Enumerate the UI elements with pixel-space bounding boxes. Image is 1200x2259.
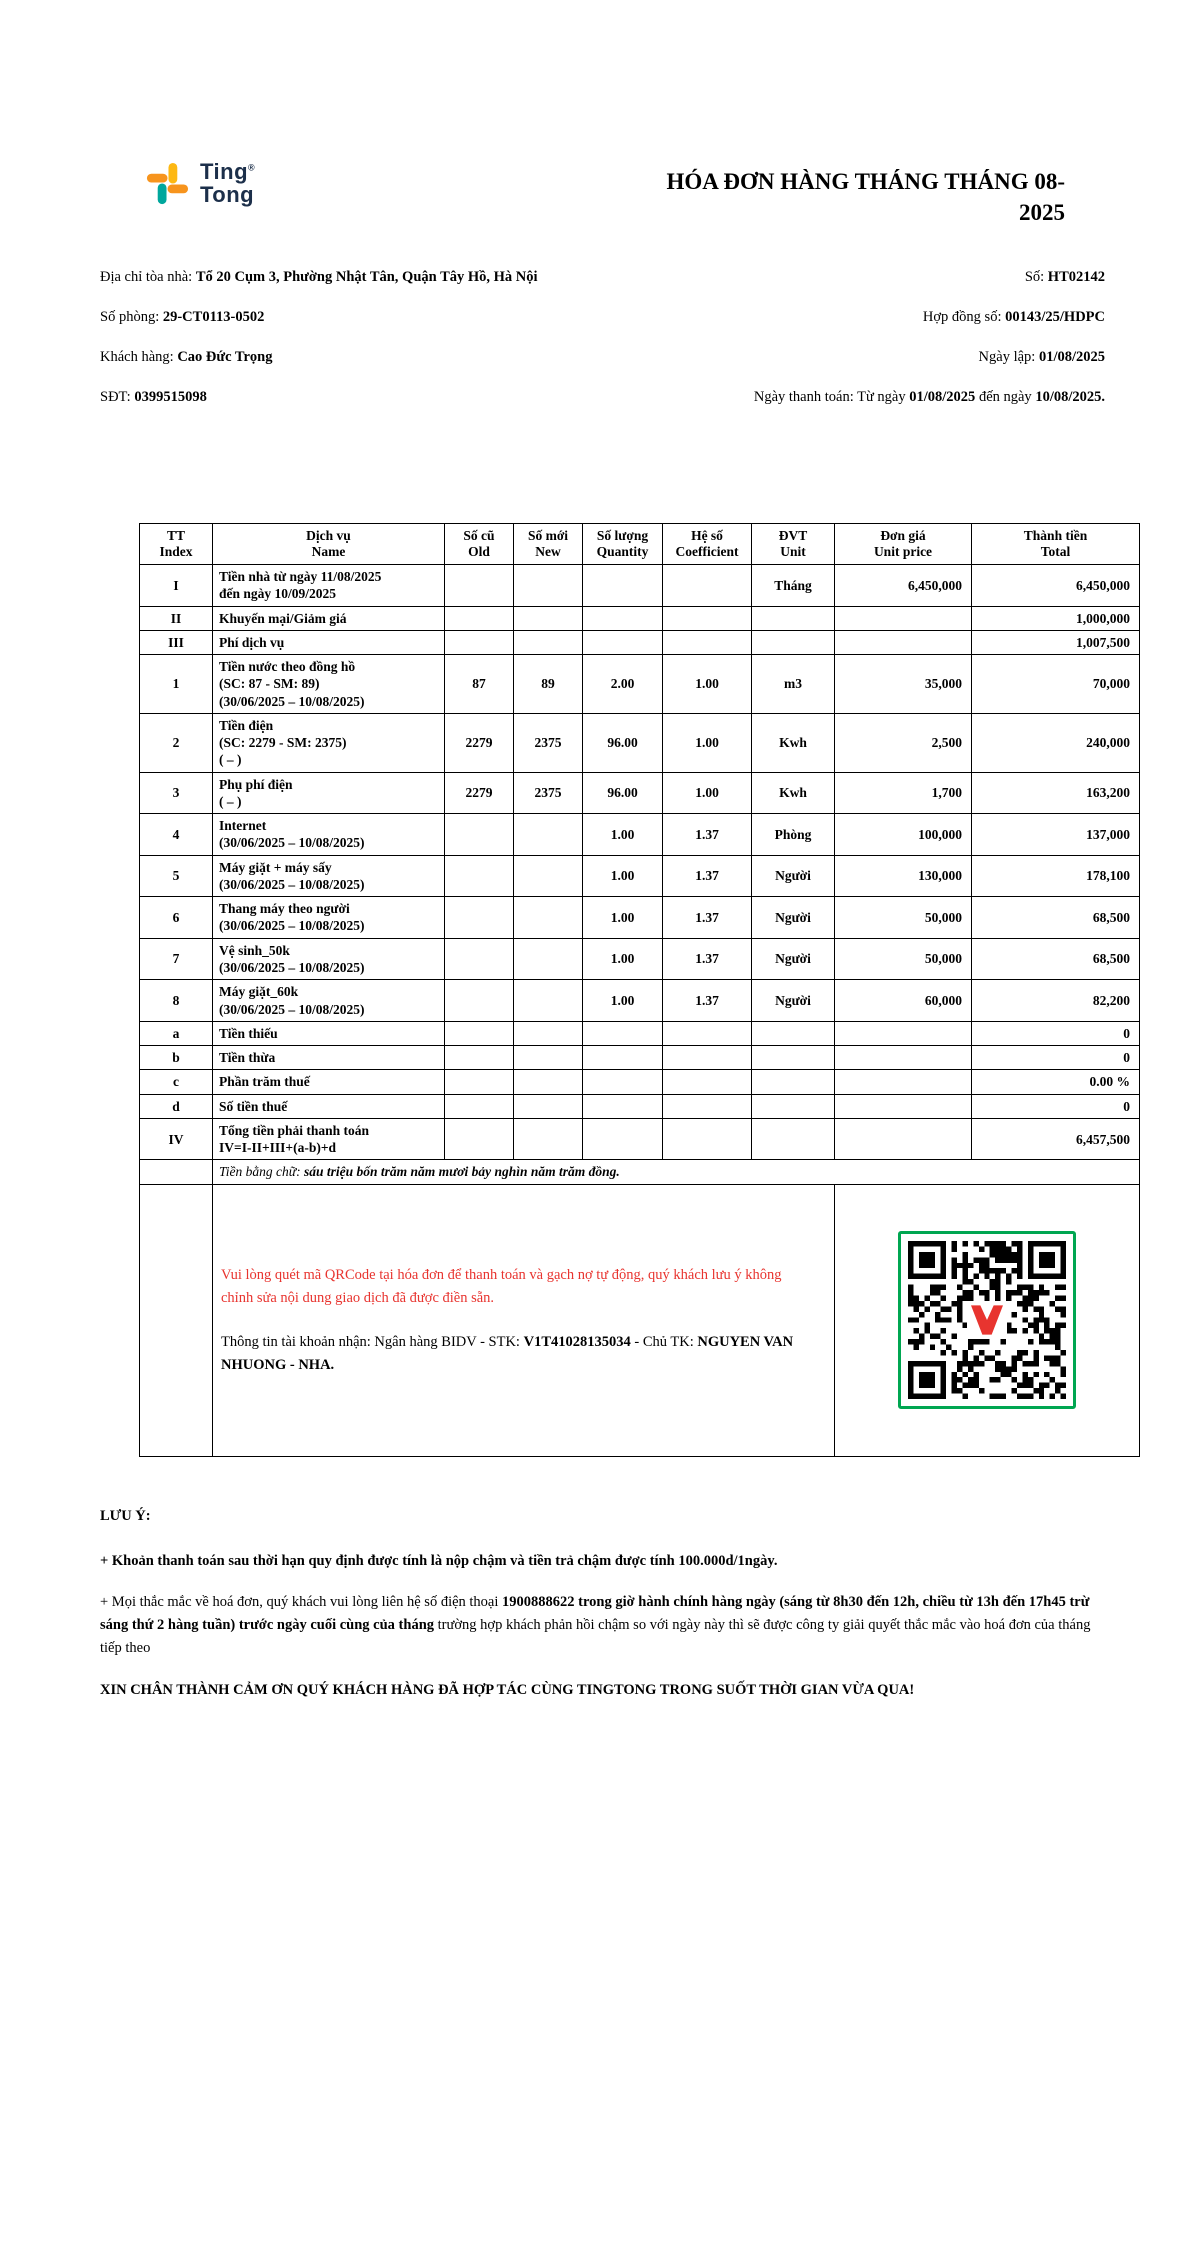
- cell-total: 68,500: [972, 938, 1140, 980]
- cell-old: [445, 814, 514, 856]
- cell-index: d: [140, 1094, 213, 1118]
- cell-new: [514, 1094, 583, 1118]
- cell-new: [514, 814, 583, 856]
- cell-price: 60,000: [835, 980, 972, 1022]
- column-header: [835, 523, 972, 564]
- column-header: [140, 523, 213, 564]
- cell-old: [445, 897, 514, 939]
- cell-new: [514, 564, 583, 606]
- info-line: [100, 378, 570, 418]
- cell-service-name: [213, 897, 445, 939]
- cell-old: [445, 1021, 514, 1045]
- cell-qty: 1.00: [583, 980, 663, 1022]
- column-header: [972, 523, 1140, 564]
- info-line: [715, 338, 1105, 378]
- cell-price: [835, 1070, 972, 1094]
- cell-price: 50,000: [835, 938, 972, 980]
- cell-total: 6,450,000: [972, 564, 1140, 606]
- text-segment: trường hợp khách phản hồi chậm so với ngày này thì sẽ được công ty giải quyết thắc mắc vào hoá đơn của tháng tiếp theo: [100, 1617, 1091, 1657]
- service-name-line: Tiền nhà từ ngày 11/08/2025: [219, 568, 382, 584]
- text-segment: Cao Đức Trọng: [177, 348, 273, 365]
- cell-unit: [752, 1070, 835, 1094]
- service-name-line: Máy giặt + máy sấy: [219, 859, 332, 875]
- text-segment: 01/08/2025: [909, 388, 976, 405]
- cell-unit: Người: [752, 980, 835, 1022]
- service-name-line: Tiền nước theo đồng hồ: [219, 659, 356, 675]
- cell-qty: [583, 630, 663, 654]
- service-name-line: Khuyến mại/Giảm giá: [219, 610, 347, 626]
- cell-old: [445, 630, 514, 654]
- cell-service-name: [213, 814, 445, 856]
- cell-old: [445, 980, 514, 1022]
- cell-new: [514, 1046, 583, 1070]
- cell-qty: [583, 1070, 663, 1094]
- info-left-column: [100, 258, 570, 418]
- cell-price: 130,000: [835, 855, 972, 897]
- cell-total: 0: [972, 1094, 1140, 1118]
- info-line: [100, 258, 570, 298]
- service-name-line: (30/06/2025 – 10/08/2025): [219, 918, 365, 934]
- cell-price: [835, 1118, 972, 1160]
- table-head: [140, 523, 1140, 564]
- text-segment: 0399515098: [134, 388, 207, 405]
- column-header-line1: Số cũ: [463, 527, 495, 543]
- cell-new: 2375: [514, 772, 583, 814]
- cell-total: 1,007,500: [972, 630, 1140, 654]
- cell-qty: 1.00: [583, 855, 663, 897]
- cell-unit: Kwh: [752, 713, 835, 772]
- cell-new: [514, 1021, 583, 1045]
- cell-new: [514, 1118, 583, 1160]
- table-body: [140, 564, 1140, 1456]
- service-name-line: Tiền thừa: [219, 1050, 276, 1066]
- info-line: [100, 298, 570, 338]
- table-row: [140, 1094, 1140, 1118]
- note-late-payment: + Khoản thanh toán sau thời hạn quy định được tính là nộp chậm và tiền trả chậm được tính 100.000d/1ngày.: [100, 1552, 778, 1569]
- column-header-line2: Quantity: [596, 543, 649, 559]
- cell-coef: [663, 1046, 752, 1070]
- invoice-table: [139, 523, 1140, 1457]
- info-right-column: [715, 258, 1105, 418]
- note-contact: [100, 1591, 1110, 1661]
- cell-price: 100,000: [835, 814, 972, 856]
- cell-unit: [752, 630, 835, 654]
- text-segment: Địa chỉ tòa nhà:: [100, 269, 196, 286]
- cell-old: [445, 1070, 514, 1094]
- cell-coef: 1.37: [663, 980, 752, 1022]
- qr-cell: [835, 1184, 1140, 1456]
- table-row: [140, 1046, 1140, 1070]
- cell-unit: [752, 1094, 835, 1118]
- column-header-line1: ĐVT: [778, 527, 808, 543]
- cell-qty: 1.00: [583, 814, 663, 856]
- info-line: [715, 298, 1105, 338]
- service-name-line: Phần trăm thuế: [219, 1074, 310, 1090]
- cell-qty: 96.00: [583, 713, 663, 772]
- logo-wordmark: [200, 161, 255, 206]
- cell-service-name: [213, 980, 445, 1022]
- table-row: [140, 655, 1140, 714]
- payment-row: [140, 1184, 1140, 1456]
- cell-unit: [752, 1021, 835, 1045]
- column-header: [663, 523, 752, 564]
- cell-total: 240,000: [972, 713, 1140, 772]
- cell-index: 5: [140, 855, 213, 897]
- service-name-line: Tổng tiền phải thanh toán: [219, 1122, 370, 1138]
- cell-qty: 1.00: [583, 938, 663, 980]
- cell-qty: 96.00: [583, 772, 663, 814]
- column-header-line2: Unit: [780, 543, 806, 559]
- qr-instruction-text: Vui lòng quét mã QRCode tại hóa đơn để thanh toán và gạch nợ tự động, quý khách lưu ý không chỉnh sửa nội dung giao dịch đã được điền sẵn.: [221, 1267, 782, 1306]
- cell-unit: Kwh: [752, 772, 835, 814]
- service-name-line: (SC: 2279 - SM: 2375): [219, 735, 347, 751]
- cell-price: 50,000: [835, 897, 972, 939]
- column-header-line1: Hệ số: [691, 527, 723, 543]
- cell-unit: m3: [752, 655, 835, 714]
- service-name-line: (30/06/2025 – 10/08/2025): [219, 693, 365, 709]
- text-segment: đến ngày: [975, 388, 1036, 405]
- cell-total: 70,000: [972, 655, 1140, 714]
- column-header: [213, 523, 445, 564]
- service-name-line: ( – ): [219, 752, 242, 768]
- logo-line1: Ting: [200, 159, 249, 185]
- cell-service-name: [213, 938, 445, 980]
- payment-qr-code: [898, 1231, 1076, 1409]
- service-name-line: (SC: 87 - SM: 89): [219, 676, 320, 692]
- cell-qty: [583, 606, 663, 630]
- cell-total: 6,457,500: [972, 1118, 1140, 1160]
- column-header-line2: Unit price: [873, 543, 933, 559]
- cell-qty: [583, 1021, 663, 1045]
- cell-empty: [140, 1184, 213, 1456]
- service-name-line: Tiền thiếu: [219, 1025, 278, 1041]
- cell-price: [835, 606, 972, 630]
- table-row: [140, 564, 1140, 606]
- cell-total: 178,100: [972, 855, 1140, 897]
- cell-old: [445, 1118, 514, 1160]
- text-segment: NGUYEN VAN NHUONG - NHA.: [221, 1334, 794, 1373]
- cell-index: a: [140, 1021, 213, 1045]
- cell-unit: [752, 1046, 835, 1070]
- cell-old: [445, 1094, 514, 1118]
- column-header: [514, 523, 583, 564]
- cell-qty: [583, 1094, 663, 1118]
- cell-qty: [583, 1118, 663, 1160]
- cell-new: [514, 938, 583, 980]
- column-header-line1: TT: [166, 527, 185, 543]
- cell-unit: Tháng: [752, 564, 835, 606]
- service-name-line: Phụ phí điện: [219, 776, 293, 792]
- cell-price: [835, 1094, 972, 1118]
- column-header-line1: Thành tiền: [1023, 527, 1088, 543]
- column-header-line2: Coefficient: [675, 543, 739, 559]
- cell-new: [514, 1070, 583, 1094]
- cell-empty: [140, 1160, 213, 1184]
- cell-old: 2279: [445, 772, 514, 814]
- service-name-line: (30/06/2025 – 10/08/2025): [219, 835, 365, 851]
- text-segment: Ngày lập:: [978, 348, 1039, 365]
- text-segment: 00143/25/HDPC: [1005, 308, 1105, 325]
- cell-index: II: [140, 606, 213, 630]
- cell-old: [445, 564, 514, 606]
- service-name-line: Thang máy theo người: [219, 901, 350, 917]
- cell-new: [514, 980, 583, 1022]
- cell-total: 0.00 %: [972, 1070, 1140, 1094]
- text-segment: Thông tin tài khoản nhận: Ngân hàng BIDV - STK:: [221, 1334, 524, 1351]
- payment-text-cell: [213, 1184, 835, 1456]
- cell-index: 1: [140, 655, 213, 714]
- cell-service-name: [213, 1118, 445, 1160]
- service-name-line: Số tiền thuế: [219, 1098, 288, 1114]
- text-segment: 01/08/2025: [1038, 348, 1105, 365]
- registered-mark: ®: [248, 162, 256, 173]
- cell-new: 89: [514, 655, 583, 714]
- cell-new: [514, 606, 583, 630]
- table-row: [140, 814, 1140, 856]
- info-line: [715, 378, 1105, 418]
- text-segment: + Mọi thắc mắc về hoá đơn, quý khách vui lòng liên hệ số điện thoại: [100, 1594, 503, 1611]
- column-header-line2: Index: [159, 543, 193, 559]
- column-header-line2: Total: [1040, 543, 1071, 559]
- tingtong-flower-icon: [144, 160, 191, 207]
- cell-new: [514, 855, 583, 897]
- cell-coef: [663, 1021, 752, 1045]
- text-segment: Tổ 20 Cụm 3, Phường Nhật Tân, Quận Tây Hồ, Hà Nội: [195, 269, 538, 286]
- text-segment: 29-CT0113-0502: [162, 308, 265, 325]
- cell-total: 0: [972, 1046, 1140, 1070]
- service-name-line: ( – ): [219, 793, 242, 809]
- table-row: [140, 1070, 1140, 1094]
- cell-unit: [752, 1118, 835, 1160]
- table-row: [140, 772, 1140, 814]
- cell-coef: 1.37: [663, 897, 752, 939]
- cell-unit: Người: [752, 938, 835, 980]
- cell-unit: Người: [752, 897, 835, 939]
- amount-in-words-cell: [213, 1160, 1140, 1184]
- cell-index: III: [140, 630, 213, 654]
- column-header: [445, 523, 514, 564]
- tingtong-v-icon: [967, 1303, 1007, 1337]
- service-name-line: Máy giặt_60k: [219, 984, 299, 1000]
- cell-index: b: [140, 1046, 213, 1070]
- cell-price: [835, 1046, 972, 1070]
- cell-index: IV: [140, 1118, 213, 1160]
- text-segment: - Chủ TK:: [630, 1334, 698, 1351]
- cell-coef: [663, 630, 752, 654]
- invoice-info: [100, 258, 1105, 418]
- cell-service-name: [213, 655, 445, 714]
- cell-total: 137,000: [972, 814, 1140, 856]
- cell-new: [514, 897, 583, 939]
- cell-index: 7: [140, 938, 213, 980]
- cell-coef: [663, 1118, 752, 1160]
- cell-service-name: [213, 713, 445, 772]
- info-line: [100, 338, 570, 378]
- cell-index: 8: [140, 980, 213, 1022]
- text-segment: HT02142: [1047, 269, 1105, 286]
- cell-price: 6,450,000: [835, 564, 972, 606]
- tingtong-logo: [144, 160, 255, 207]
- cell-service-name: [213, 606, 445, 630]
- cell-service-name: [213, 1046, 445, 1070]
- cell-new: [514, 630, 583, 654]
- cell-coef: [663, 564, 752, 606]
- column-header-line2: New: [535, 543, 561, 559]
- cell-total: 82,200: [972, 980, 1140, 1022]
- amount-in-words-text: sáu triệu bốn trăm năm mươi bảy nghìn năm trăm đồng.: [303, 1164, 620, 1180]
- cell-old: [445, 606, 514, 630]
- service-name-line: (30/06/2025 – 10/08/2025): [219, 960, 365, 976]
- cell-total: 68,500: [972, 897, 1140, 939]
- amount-in-words-label: Tiền bằng chữ:: [219, 1164, 304, 1180]
- service-name-line: IV=I-II+III+(a-b)+d: [219, 1140, 337, 1156]
- column-header-line2: Old: [468, 543, 490, 559]
- column-header: [583, 523, 663, 564]
- info-line: [715, 258, 1105, 298]
- text-segment: Khách hàng:: [100, 348, 178, 365]
- cell-index: 6: [140, 897, 213, 939]
- header: [100, 160, 1105, 228]
- text-segment: Ngày thanh toán: Từ ngày: [753, 388, 910, 405]
- cell-total: 0: [972, 1021, 1140, 1045]
- cell-service-name: [213, 1021, 445, 1045]
- cell-coef: 1.37: [663, 855, 752, 897]
- service-name-line: Tiền điện: [219, 717, 274, 733]
- service-name-line: đến ngày 10/09/2025: [219, 586, 337, 602]
- cell-unit: Phòng: [752, 814, 835, 856]
- amount-in-words-row: [140, 1160, 1140, 1184]
- column-header-line2: Name: [311, 543, 346, 559]
- column-header-line1: Dịch vụ: [306, 527, 351, 543]
- cell-price: [835, 630, 972, 654]
- bank-account-info: [221, 1331, 808, 1376]
- table-row: [140, 1021, 1140, 1045]
- text-segment: SĐT:: [100, 388, 135, 405]
- cell-unit: [752, 606, 835, 630]
- cell-qty: 2.00: [583, 655, 663, 714]
- column-header-line1: Số mới: [527, 527, 569, 543]
- cell-old: [445, 855, 514, 897]
- text-segment: trước ngày cuối cùng của tháng: [235, 1617, 438, 1634]
- thank-you-message: XIN CHÂN THÀNH CẢM ƠN QUÝ KHÁCH HÀNG ĐÃ HỢP TÁC CÙNG TINGTONG TRONG SUỐT THỜI GIAN VỪA QUA!: [100, 1681, 915, 1698]
- cell-coef: 1.00: [663, 655, 752, 714]
- table-row: [140, 630, 1140, 654]
- service-name-line: (30/06/2025 – 10/08/2025): [219, 1001, 365, 1017]
- cell-price: 2,500: [835, 713, 972, 772]
- table-row: [140, 606, 1140, 630]
- table-row: [140, 980, 1140, 1022]
- cell-old: [445, 1046, 514, 1070]
- column-header-line1: Đơn giá: [880, 527, 926, 543]
- cell-index: 3: [140, 772, 213, 814]
- service-name-line: Internet: [219, 818, 267, 834]
- cell-coef: 1.00: [663, 713, 752, 772]
- notes-section: [100, 1505, 1110, 1702]
- column-header: [752, 523, 835, 564]
- cell-qty: [583, 1046, 663, 1070]
- cell-old: 2279: [445, 713, 514, 772]
- cell-price: 35,000: [835, 655, 972, 714]
- logo-line2: Tong: [200, 181, 255, 207]
- text-segment: Số phòng:: [100, 308, 163, 325]
- text-segment: 1900888622 trong giờ hành chính hàng ngày (sáng từ 8h30 đến 12h, chiều từ 13h đến 17h45 trừ sáng thứ 2 hàng tuần): [100, 1594, 1090, 1634]
- cell-index: 4: [140, 814, 213, 856]
- table-header-row: [140, 523, 1140, 564]
- cell-service-name: [213, 1094, 445, 1118]
- cell-service-name: [213, 564, 445, 606]
- cell-total: 1,000,000: [972, 606, 1140, 630]
- cell-old: [445, 938, 514, 980]
- cell-total: 163,200: [972, 772, 1140, 814]
- text-segment: Hợp đồng số:: [922, 308, 1006, 325]
- cell-service-name: [213, 855, 445, 897]
- cell-price: [835, 1021, 972, 1045]
- table-row: [140, 1118, 1140, 1160]
- cell-qty: [583, 564, 663, 606]
- cell-old: 87: [445, 655, 514, 714]
- service-name-line: Vệ sinh_50k: [219, 942, 290, 958]
- cell-new: 2375: [514, 713, 583, 772]
- table-row: [140, 713, 1140, 772]
- cell-coef: 1.00: [663, 772, 752, 814]
- cell-unit: Người: [752, 855, 835, 897]
- cell-coef: 1.37: [663, 814, 752, 856]
- table-row: [140, 938, 1140, 980]
- cell-service-name: [213, 772, 445, 814]
- notes-title: LƯU Ý:: [100, 1507, 151, 1524]
- cell-coef: [663, 1070, 752, 1094]
- cell-index: I: [140, 564, 213, 606]
- cell-coef: [663, 606, 752, 630]
- text-segment: 10/08/2025.: [1035, 388, 1105, 405]
- text-segment: Số:: [1024, 269, 1048, 286]
- cell-service-name: [213, 630, 445, 654]
- column-header-line1: Số lượng: [596, 527, 649, 543]
- service-name-line: Phí dịch vụ: [219, 634, 285, 650]
- service-name-line: (30/06/2025 – 10/08/2025): [219, 876, 365, 892]
- invoice-title: HÓA ĐƠN HÀNG THÁNG THÁNG 08-2025: [666, 169, 1065, 226]
- text-segment: V1T41028135034: [523, 1334, 631, 1351]
- cell-coef: [663, 1094, 752, 1118]
- cell-price: 1,700: [835, 772, 972, 814]
- cell-index: c: [140, 1070, 213, 1094]
- table-row: [140, 855, 1140, 897]
- cell-coef: 1.37: [663, 938, 752, 980]
- cell-qty: 1.00: [583, 897, 663, 939]
- cell-index: 2: [140, 713, 213, 772]
- cell-service-name: [213, 1070, 445, 1094]
- table-row: [140, 897, 1140, 939]
